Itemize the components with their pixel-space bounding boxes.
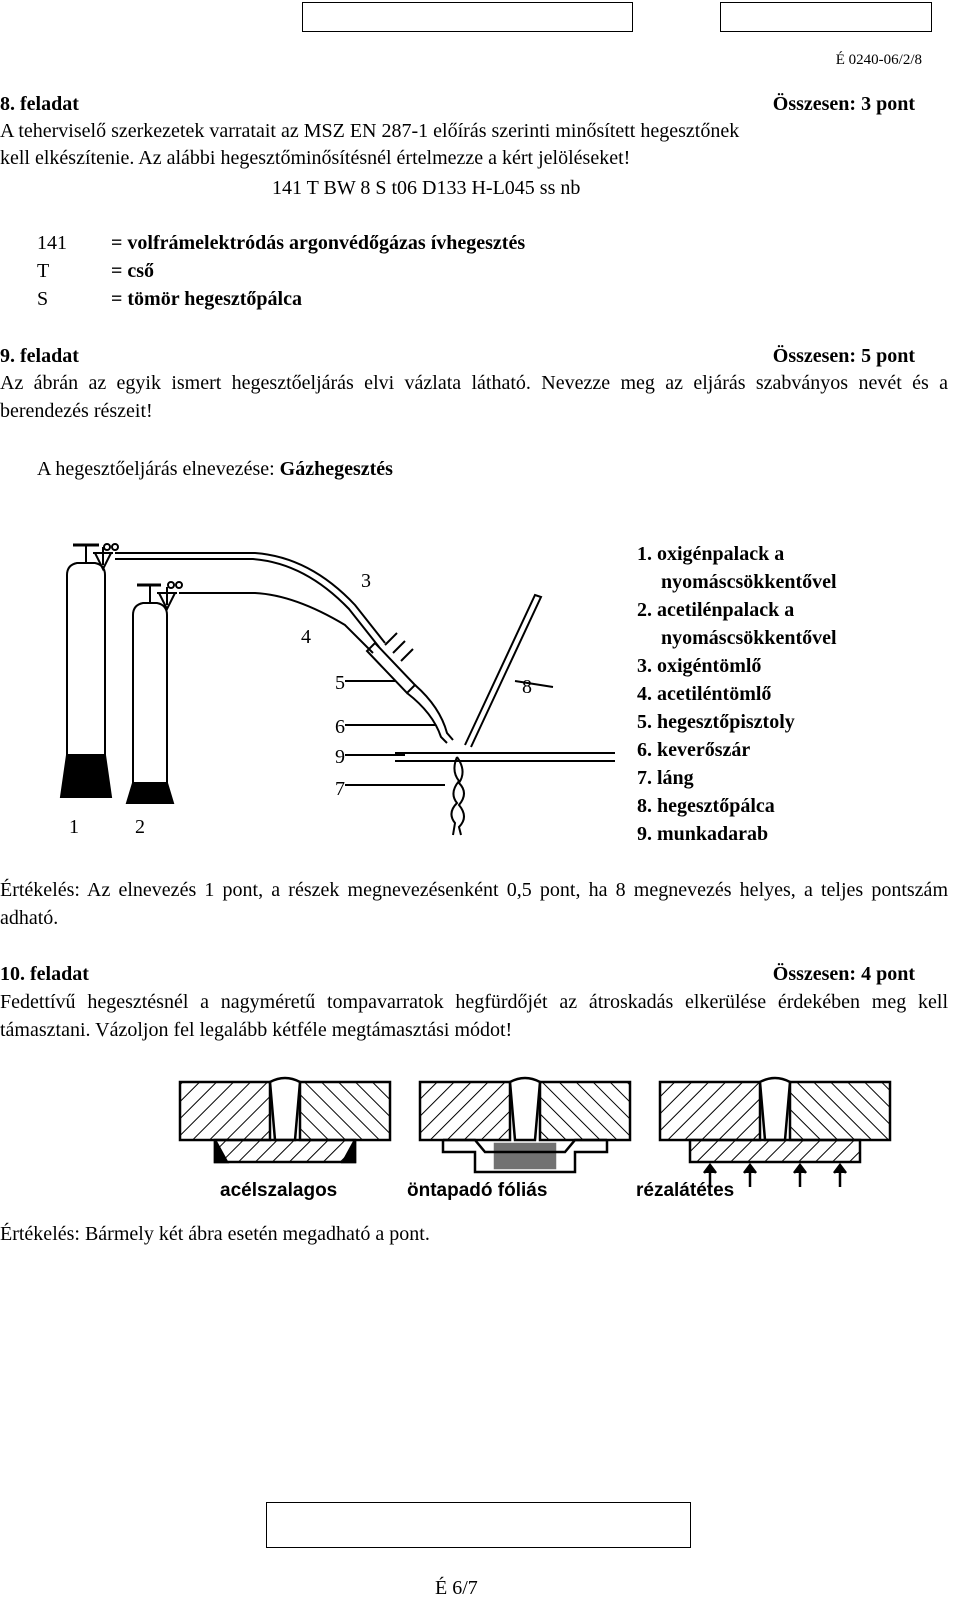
welding-torch <box>367 643 415 693</box>
oxygen-hose <box>115 553 385 643</box>
task8-text-line1: A teherviselő szerkezetek varratait az MSZ EN 287-1 előírás szerinti minősített hegesztőnek <box>0 120 740 142</box>
legend-item: 2. acetilénpalack a <box>637 599 795 621</box>
label-4: 4 <box>301 626 311 648</box>
task10-title: 10. feladat <box>0 963 89 985</box>
header-box-right <box>720 2 932 32</box>
label-1: 1 <box>69 816 79 838</box>
task8-points: Összesen: 3 pont <box>772 93 915 115</box>
task8-title: 8. feladat <box>0 93 79 115</box>
page-number: É 6/7 <box>435 1577 478 1599</box>
task10-evaluation: Értékelés: Bármely két ábra esetén megadható a pont. <box>0 1223 430 1245</box>
gas-welding-diagram <box>55 535 615 855</box>
filler-rod <box>465 595 541 747</box>
sketch-copper-backing <box>660 1078 890 1187</box>
task10-text: Fedettívű hegesztésnél a nagyméretű tompavarratok hegfürdőjét az átroskadás elkerülése érdekében meg kell támasztani. Vázoljon fel legalább kétféle megtámasztási módot! <box>0 991 948 1041</box>
task9-text: Az ábrán az egyik ismert hegesztőeljárás elvi vázlata látható. Nevezze meg az eljárás szabványos nevét és a berendezés részeit! <box>0 372 948 422</box>
label-9: 9 <box>335 746 345 768</box>
task10-points: Összesen: 4 pont <box>772 963 915 985</box>
task8-item-value: = tömör hegesztőpálca <box>111 288 302 310</box>
sketch-adhesive-foil <box>420 1078 630 1172</box>
label-7: 7 <box>335 778 345 800</box>
acetylene-cylinder-base <box>127 783 173 803</box>
task9-title: 9. feladat <box>0 345 79 367</box>
legend-item: 9. munkadarab <box>637 823 769 845</box>
task9-points: Összesen: 5 pont <box>772 345 915 367</box>
acetylene-hose <box>179 593 373 653</box>
label-3: 3 <box>361 570 371 592</box>
caption-copper-backing: rézalátétes <box>636 1180 735 1201</box>
task9-name-value: Gázhegesztés <box>279 458 393 480</box>
caption-adhesive-foil: öntapadó fóliás <box>407 1180 548 1201</box>
legend-item: 1. oxigénpalack a <box>637 543 785 565</box>
task9-name-label: A hegesztőeljárás elnevezése: <box>37 458 280 480</box>
legend-item: 7. láng <box>637 767 694 789</box>
oxygen-cylinder-base <box>61 755 111 797</box>
mixing-tube <box>407 685 453 743</box>
legend-item: 3. oxigéntömlő <box>637 655 762 677</box>
label-2: 2 <box>135 816 145 838</box>
weld-support-sketches <box>175 1072 935 1197</box>
task8-qualification-code: 141 T BW 8 S t06 D133 H-L045 ss nb <box>272 177 581 199</box>
task9-evaluation: Értékelés: Az elnevezés 1 pont, a részek megnevezésenként 0,5 pont, ha 8 megnevezés helyes, a teljes pontszám adható. <box>0 879 948 929</box>
legend-item: 4. acetiléntömlő <box>637 683 772 705</box>
task8-item-value: = volfrámelektródás argonvédőgázas ívhegesztés <box>111 232 526 254</box>
caption-steel-strip: acélszalagos <box>220 1180 338 1201</box>
task8-item-value: = cső <box>111 260 155 282</box>
task8-item-key: T <box>37 260 50 282</box>
task8-item-key: S <box>37 288 49 310</box>
legend-item: 8. hegesztőpálca <box>637 795 775 817</box>
task9-name-row <box>37 457 393 481</box>
sketch-steel-strip <box>180 1078 390 1162</box>
task8-item-key: 141 <box>37 232 67 254</box>
legend-item: 5. hegesztőpisztoly <box>637 711 795 733</box>
label-8: 8 <box>522 676 532 698</box>
legend-item: 6. keverőszár <box>637 739 751 761</box>
acetylene-cylinder <box>133 603 167 783</box>
legend-item: nyomáscsökkentővel <box>661 571 837 593</box>
header-box-left <box>302 2 633 32</box>
label-6: 6 <box>335 716 345 738</box>
footer-box <box>266 1502 691 1548</box>
flame <box>451 757 464 835</box>
oxygen-cylinder <box>67 563 105 755</box>
legend-item: nyomáscsökkentővel <box>661 627 837 649</box>
diagram-legend <box>637 540 837 848</box>
document-code: É 0240-06/2/8 <box>835 52 922 68</box>
label-5: 5 <box>335 672 345 694</box>
task8-text-line2: kell elkészítenie. Az alábbi hegesztőminősítésnél értelmezze a kért jelöléseket! <box>0 147 631 169</box>
